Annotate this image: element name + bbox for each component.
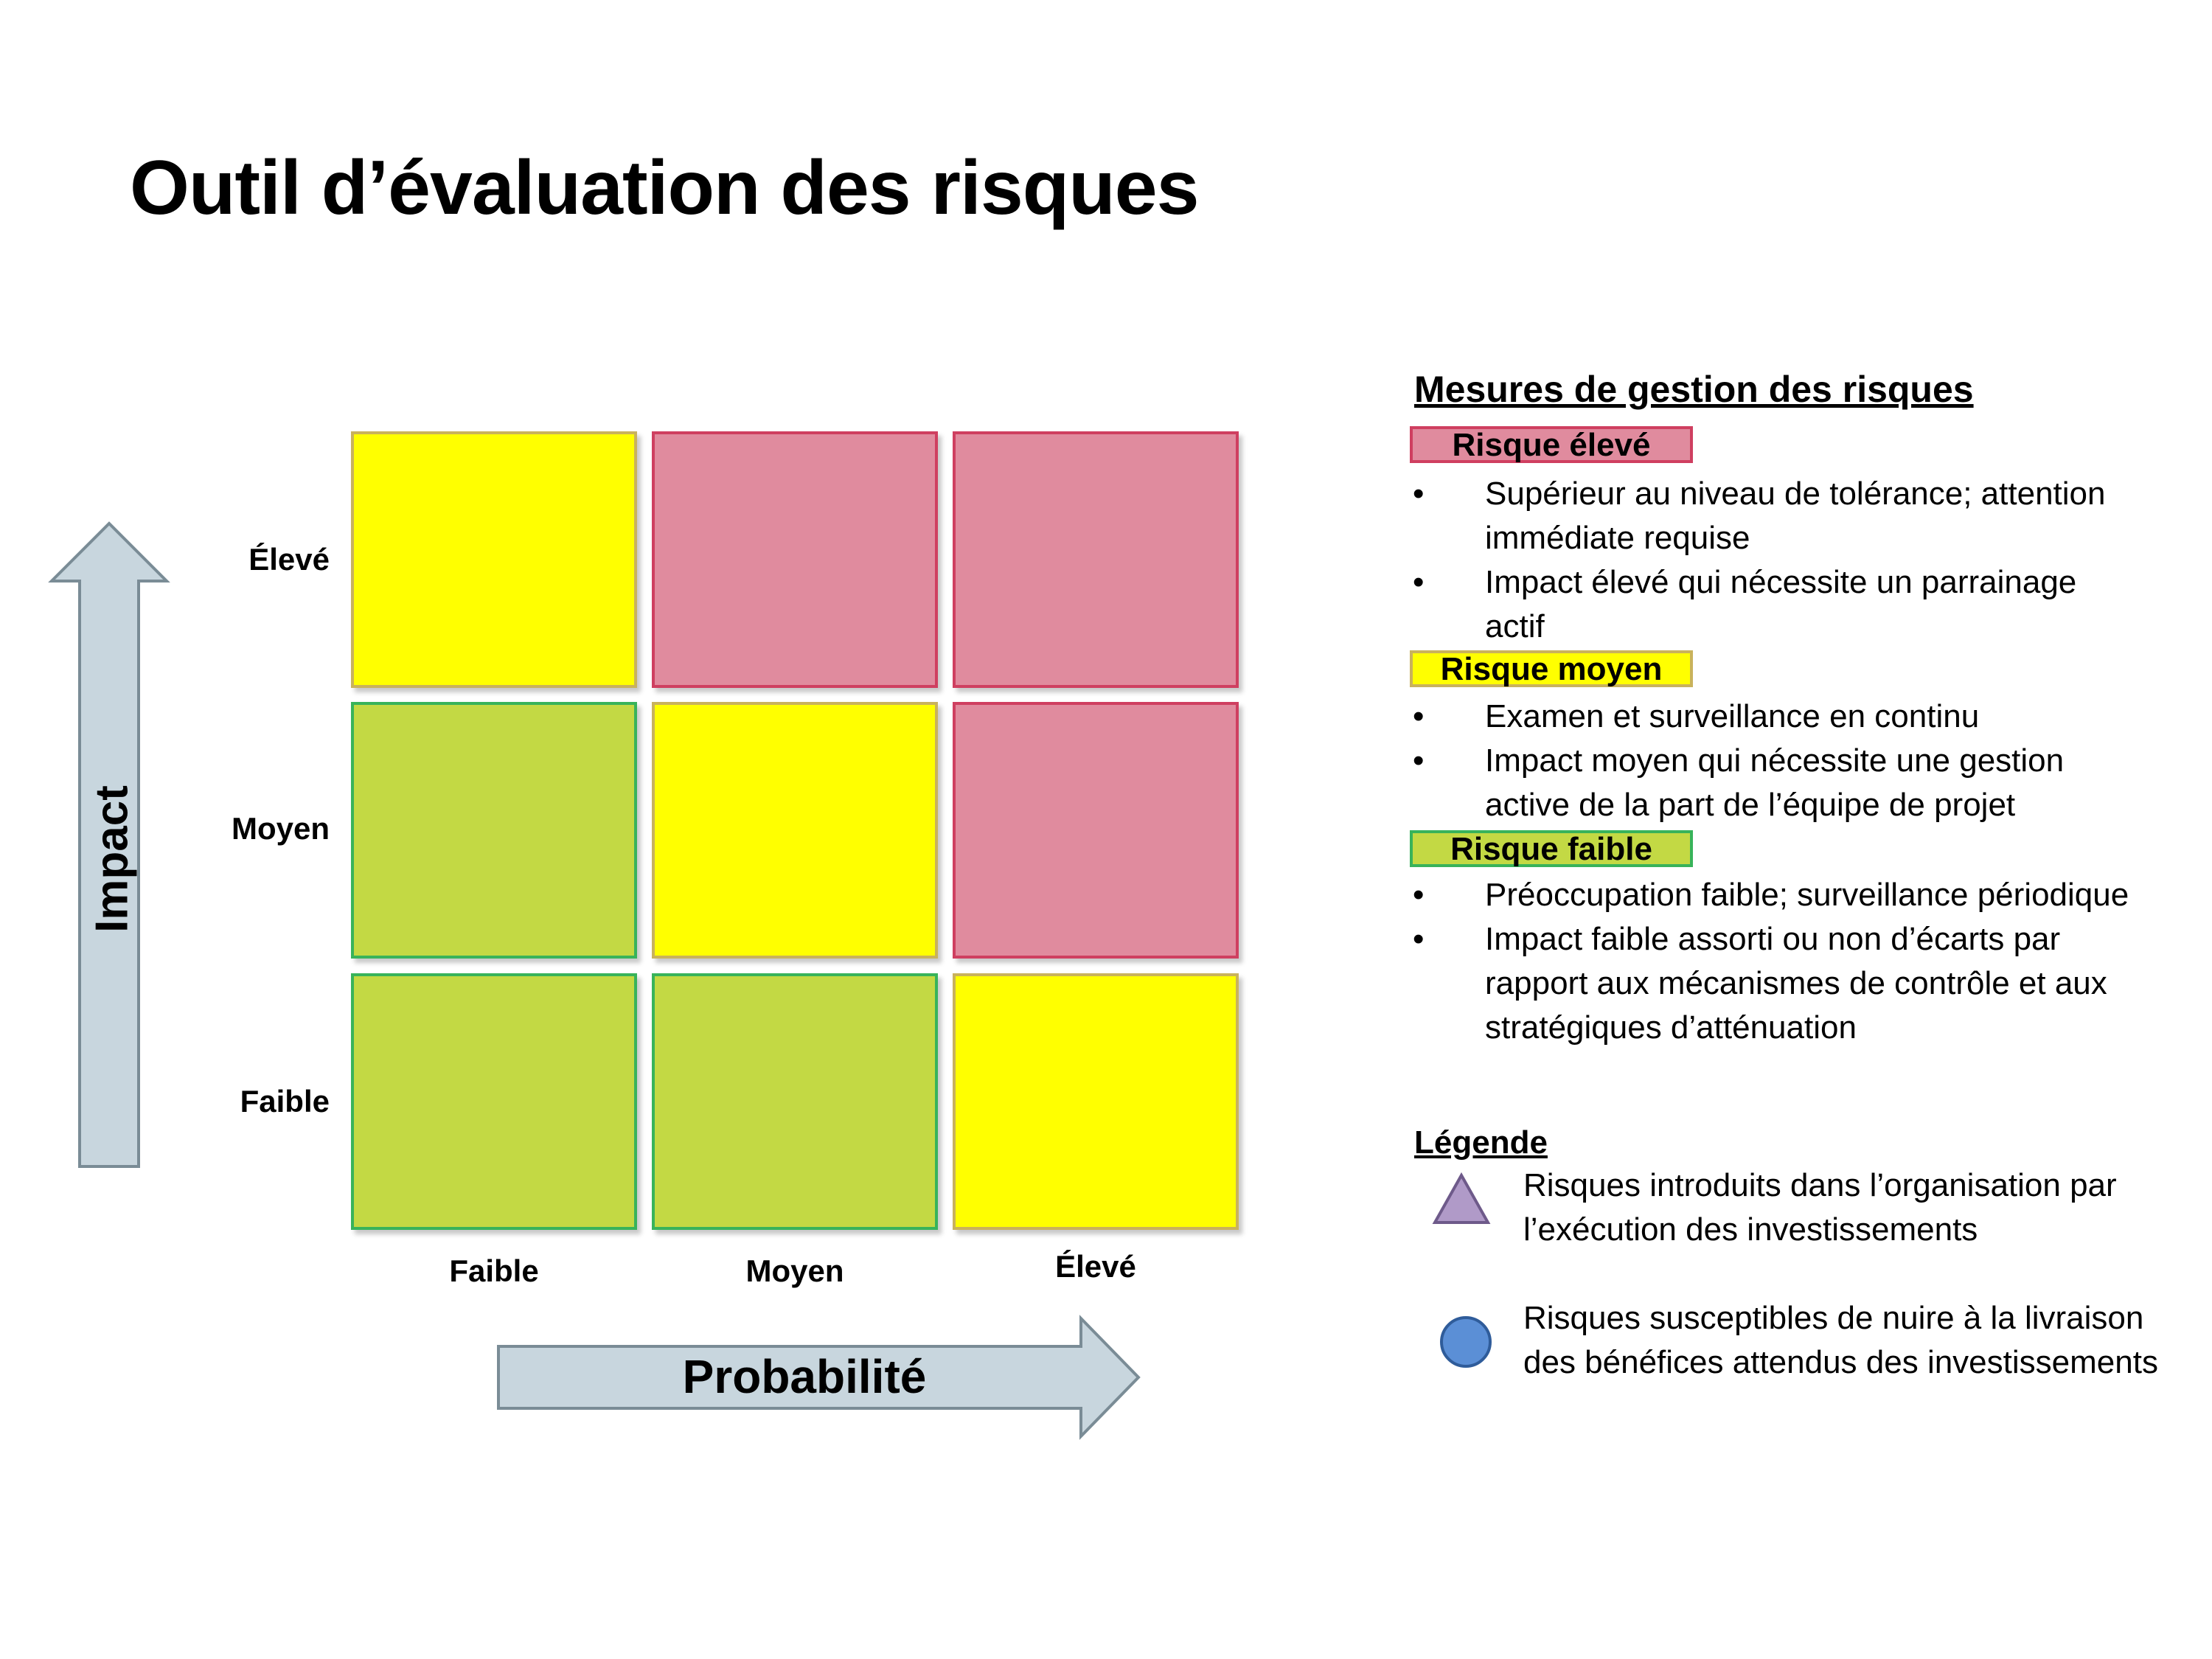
bullet-text-line: active de la part de l’équipe de projet [1485, 787, 2016, 823]
legend-triangle-text: Risques introduits dans l’organisation par [1523, 1167, 2117, 1203]
cell-impact-eleve-prob-moyen [652, 431, 938, 688]
bullet-dot: • [1413, 476, 1425, 512]
bullet-text-line: Impact élevé qui nécessite un parrainage [1485, 564, 2077, 600]
legend-circle-text: Risques susceptibles de nuire à la livraison [1523, 1300, 2144, 1336]
impact-axis-label: Impact [86, 785, 138, 933]
cell-impact-moyen-prob-moyen [652, 702, 938, 959]
bullet-dot: • [1413, 698, 1425, 734]
badge-risque-faible: Risque faible [1410, 830, 1693, 867]
bullet-text-line: rapport aux mécanismes de contrôle et aux [1485, 965, 2107, 1001]
circle-icon [1438, 1314, 1494, 1370]
measures-heading: Mesures de gestion des risques [1414, 369, 1974, 410]
bullet-dot: • [1413, 877, 1425, 913]
bullet-text-line: Impact moyen qui nécessite une gestion [1485, 742, 2065, 779]
bullet-text-line: immédiate requise [1485, 520, 1750, 556]
cell-impact-eleve-prob-faible [351, 431, 637, 688]
badge-risque-eleve: Risque élevé [1410, 426, 1693, 463]
row-label-moyen: Moyen [231, 811, 330, 846]
col-label-faible: Faible [449, 1253, 539, 1288]
triangle-icon [1430, 1169, 1492, 1228]
row-label-faible: Faible [240, 1084, 330, 1119]
bullet-dot: • [1413, 564, 1425, 600]
bullet-text-line: stratégiques d’atténuation [1485, 1009, 1857, 1046]
row-label-eleve: Élevé [248, 542, 330, 577]
cell-impact-faible-prob-faible [351, 973, 637, 1230]
col-label-eleve: Élevé [1055, 1249, 1136, 1284]
bullet-text-line: Préoccupation faible; surveillance périodique [1485, 877, 2129, 913]
bullet-text-line: actif [1485, 608, 1545, 644]
bullet-text-line: Supérieur au niveau de tolérance; attention [1485, 476, 2106, 512]
legend-triangle-text: l’exécution des investissements [1523, 1211, 1978, 1248]
legend-heading: Légende [1414, 1124, 1548, 1161]
bullet-text-line: Examen et surveillance en continu [1485, 698, 1980, 734]
col-label-moyen: Moyen [745, 1253, 844, 1288]
cell-impact-faible-prob-eleve [953, 973, 1239, 1230]
cell-impact-eleve-prob-eleve [953, 431, 1239, 688]
bullet-text-line: Impact faible assorti ou non d’écarts par [1485, 921, 2061, 957]
badge-risque-moyen: Risque moyen [1410, 650, 1693, 687]
legend-circle-text: des bénéfices attendus des investissements [1523, 1344, 2158, 1380]
probability-axis-label: Probabilité [682, 1350, 927, 1403]
page-title: Outil d’évaluation des risques [130, 145, 1199, 231]
bullet-dot: • [1413, 921, 1425, 957]
cell-impact-moyen-prob-eleve [953, 702, 1239, 959]
cell-impact-moyen-prob-faible [351, 702, 637, 959]
bullet-dot: • [1413, 742, 1425, 779]
cell-impact-faible-prob-moyen [652, 973, 938, 1230]
